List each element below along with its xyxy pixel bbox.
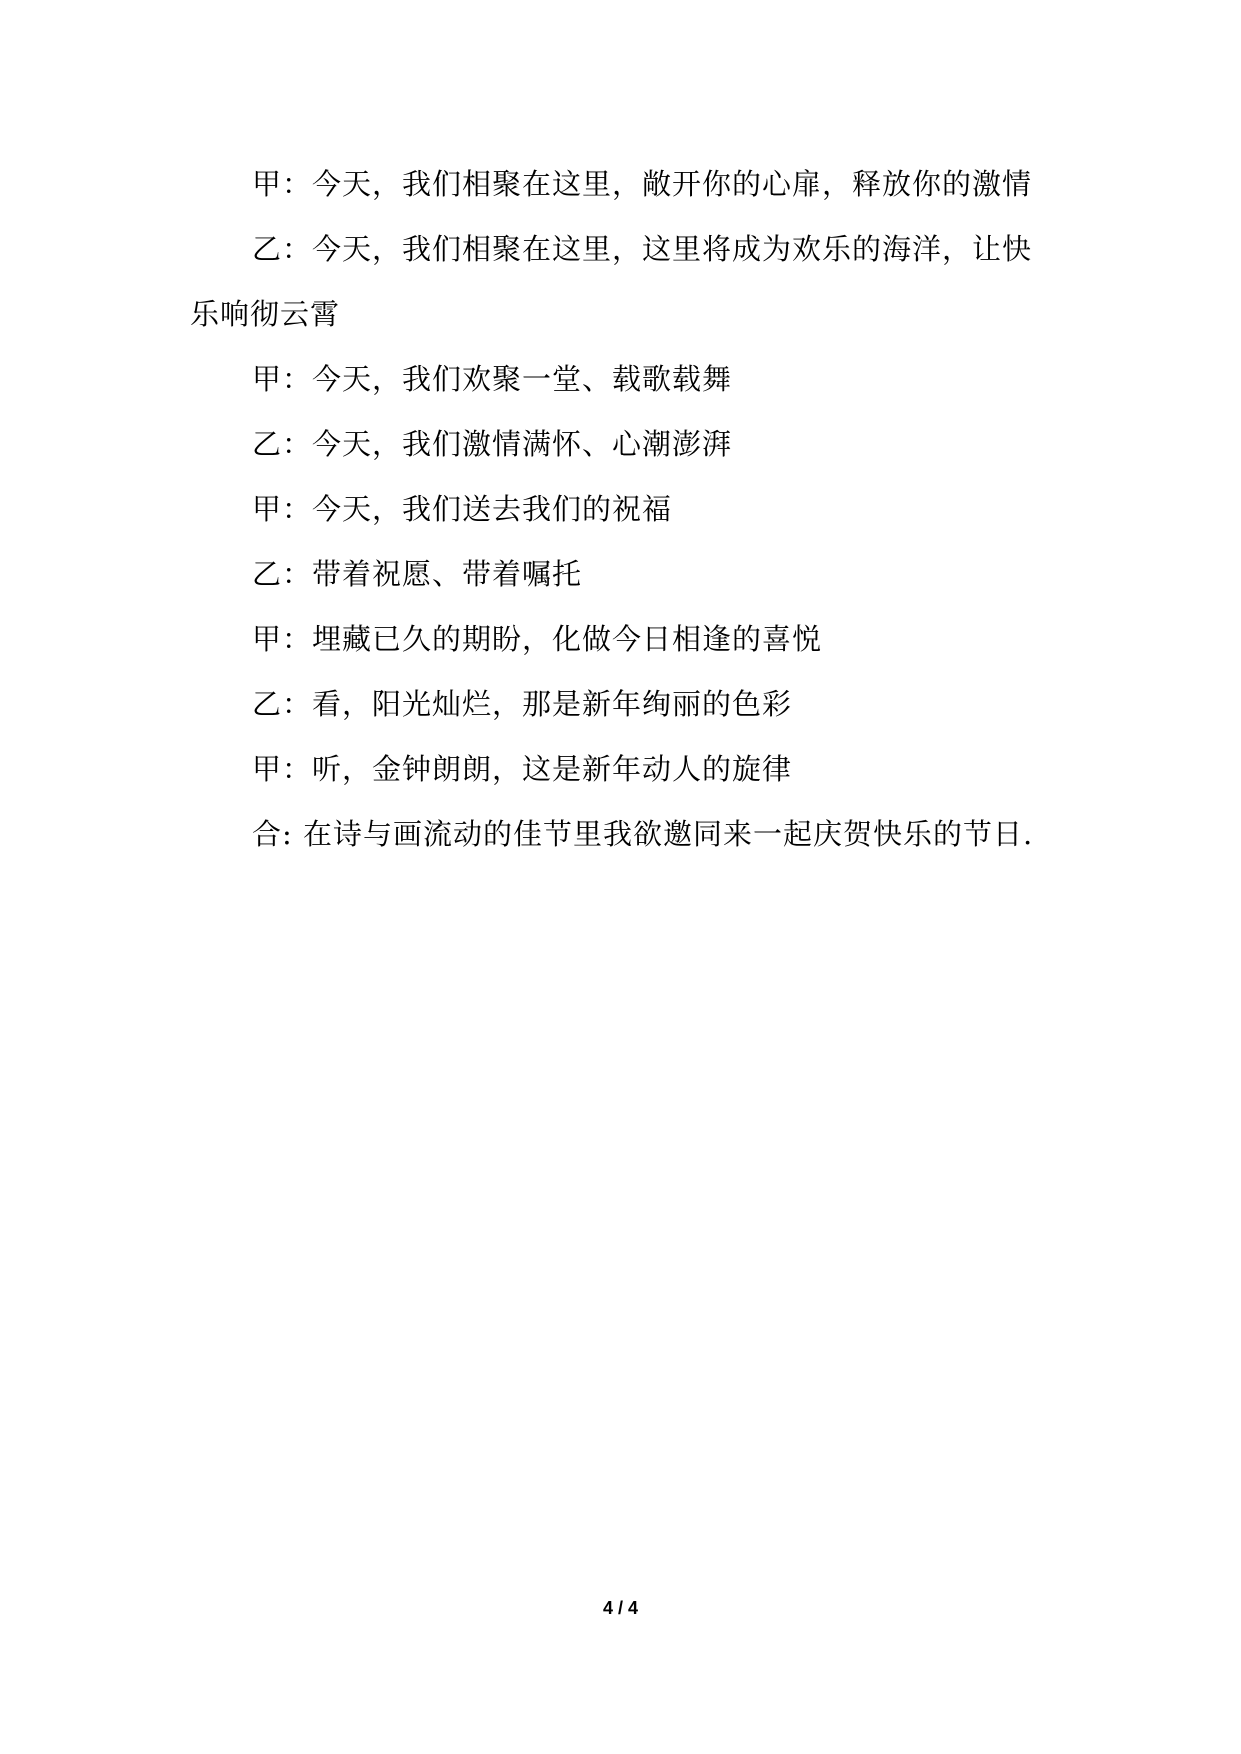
dialogue-line: 乙：今天，我们相聚在这里，这里将成为欢乐的海洋，让快乐响彻云霄 [190, 232, 1033, 331]
page-number: 4 / 4 [602, 1598, 639, 1618]
dialogue-line: 甲：埋藏已久的期盼，化做今日相逢的喜悦 [252, 622, 823, 656]
dialogue-line: 乙：看，阳光灿烂，那是新年绚丽的色彩 [252, 687, 793, 721]
dialogue-line: 乙：带着祝愿、带着嘱托 [252, 557, 583, 591]
dialogue-line: 合: 在诗与画流动的佳节里我欲邀同来一起庆贺快乐的节日. [252, 817, 1034, 851]
dialogue-line: 甲：听，金钟朗朗，这是新年动人的旋律 [252, 752, 793, 786]
dialogue-line: 甲：今天，我们相聚在这里，敞开你的心扉，释放你的激情 [252, 167, 1033, 201]
dialogue-line: 甲：今天，我们欢聚一堂、载歌载舞 [252, 362, 733, 396]
dialogue-line: 乙：今天，我们激情满怀、心潮澎湃 [252, 427, 733, 461]
dialogue-line: 甲：今天，我们送去我们的祝福 [252, 492, 673, 526]
document-body [190, 152, 1050, 867]
